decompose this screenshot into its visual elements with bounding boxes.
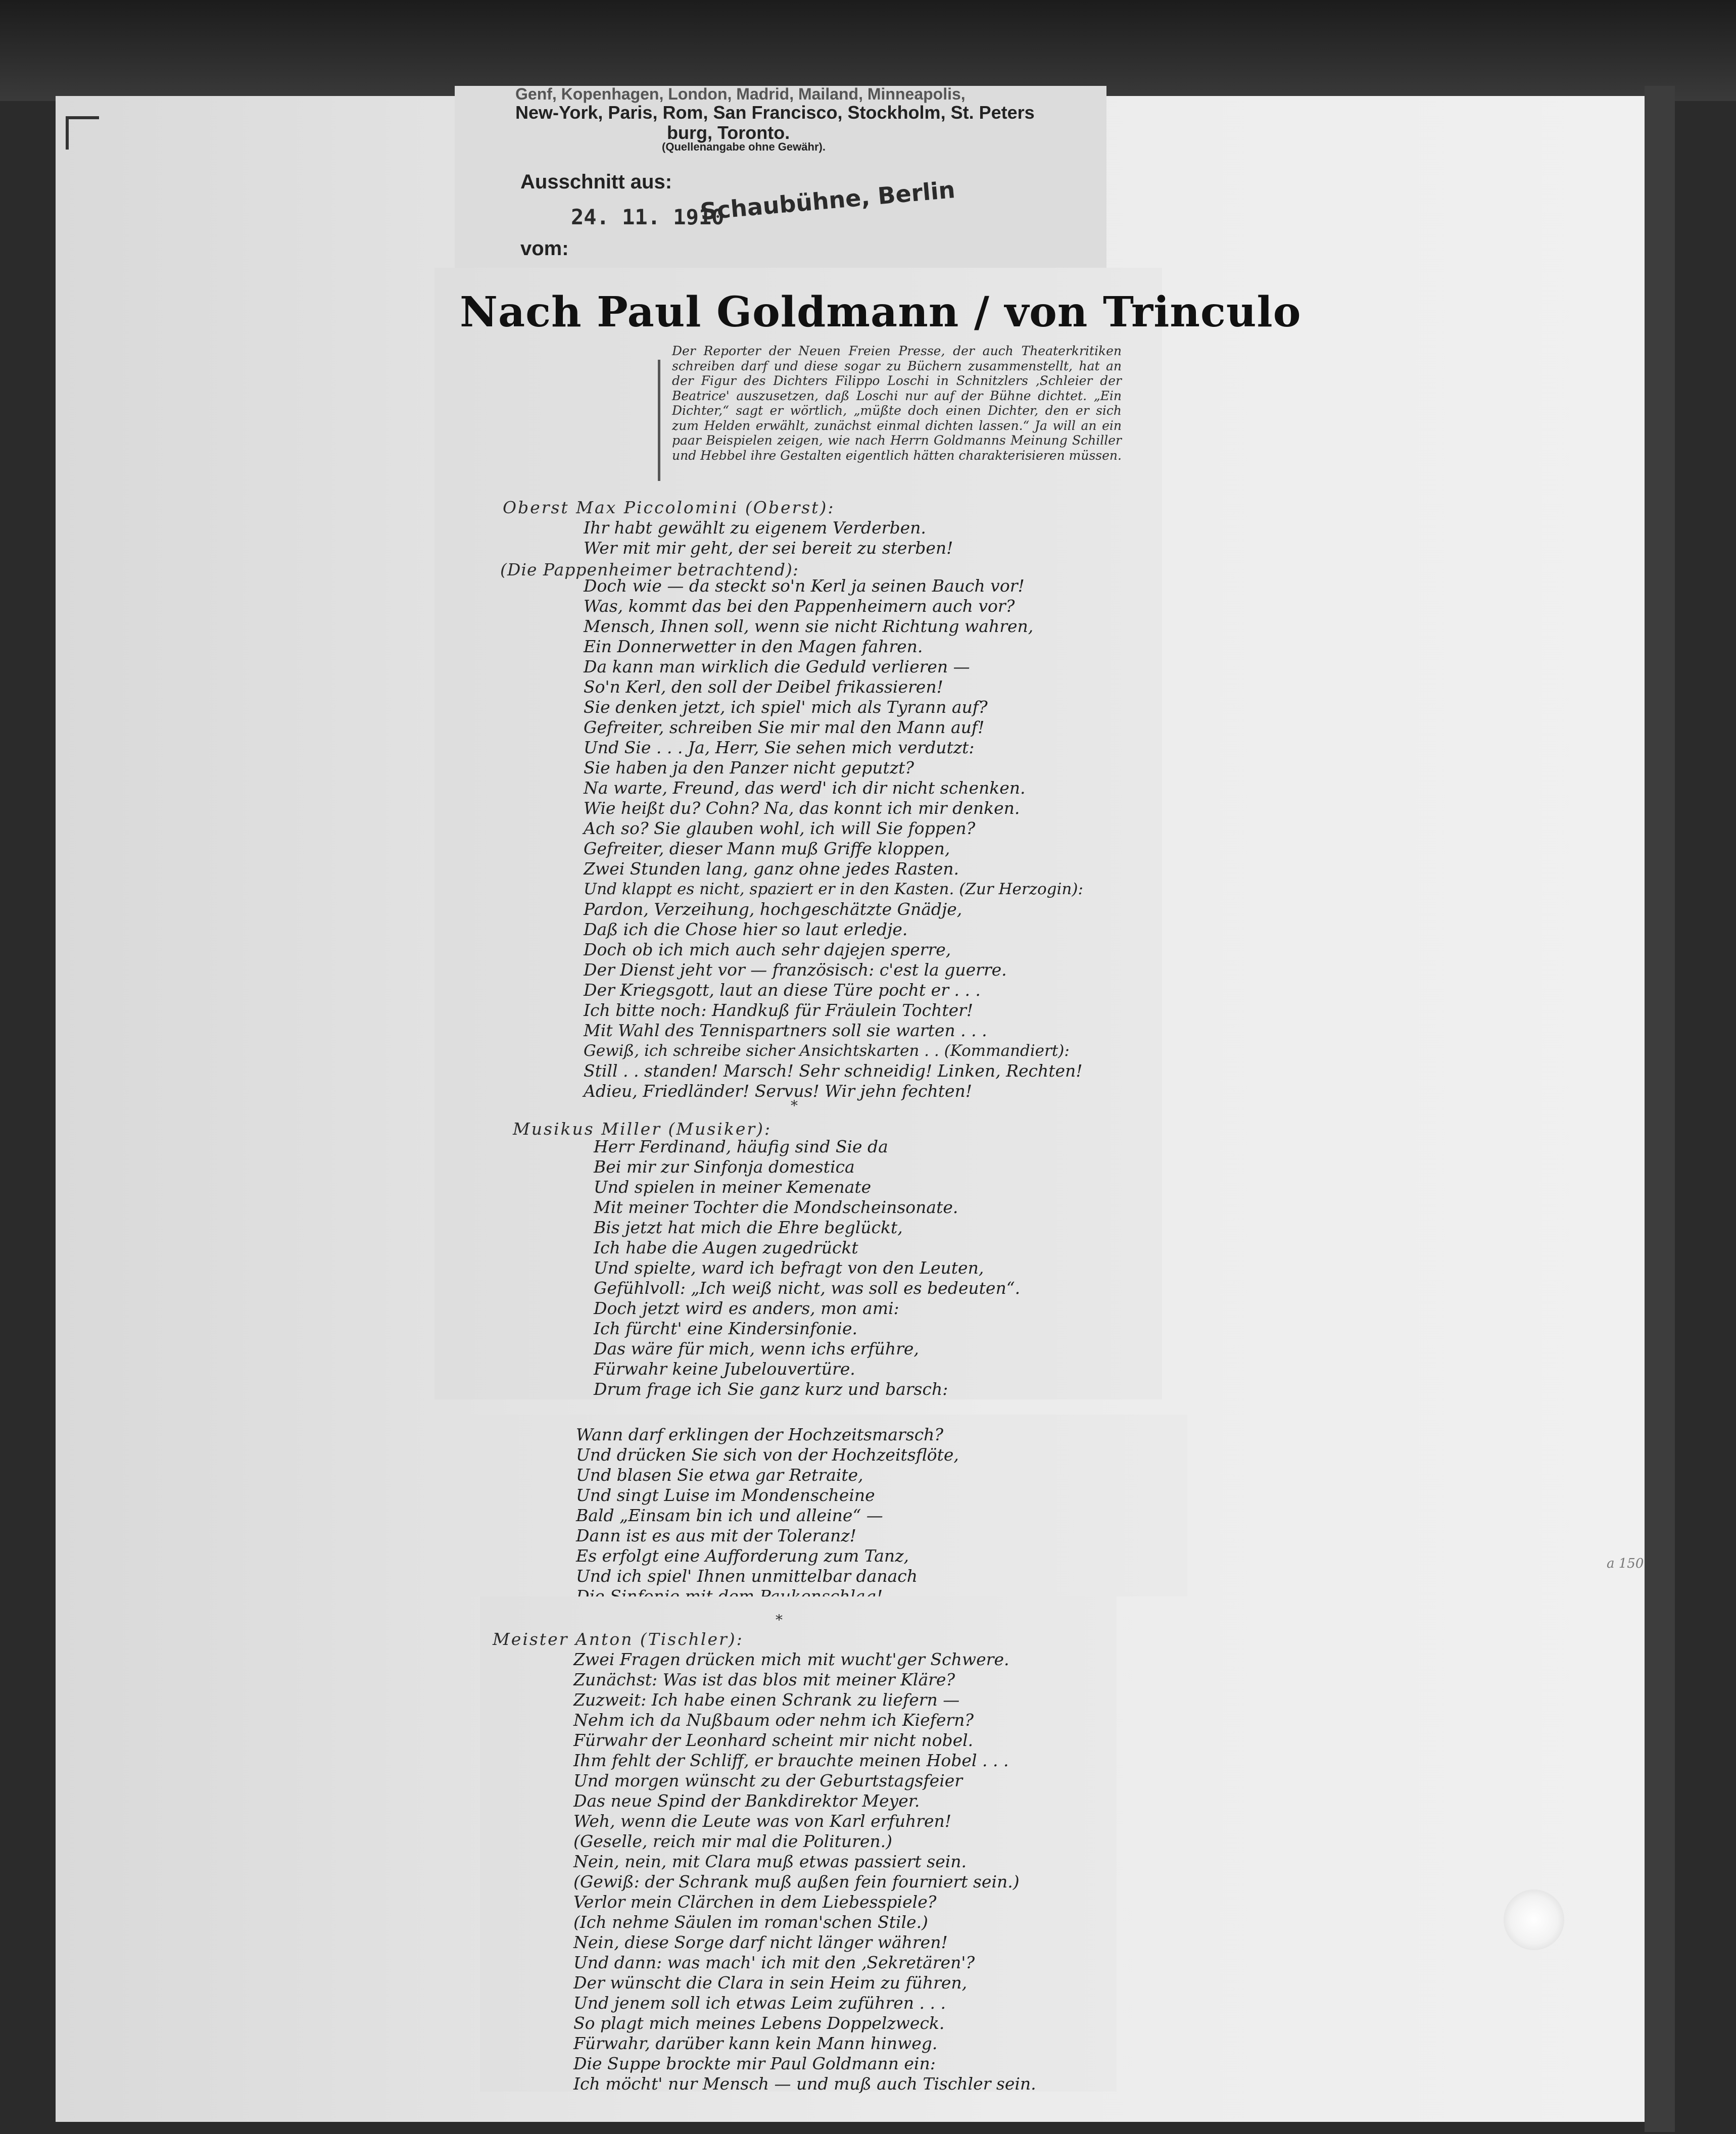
verse-line: Gefreiter, dieser Mann muß Griffe kloppen,: [584, 839, 950, 858]
verse-line: Und klappt es nicht, spaziert er in den Kasten. (Zur Herzogin):: [584, 880, 1083, 898]
verse-line: Zwei Fragen drücken mich mit wucht'ger Schwere.: [573, 1650, 1009, 1669]
verse-line: Doch jetzt wird es anders, mon ami:: [594, 1298, 899, 1318]
archive-seal: [1504, 1889, 1564, 1950]
verse-line: Ich bitte noch: Handkuß für Fräulein Tochter!: [584, 1000, 974, 1020]
verse-line: Und blasen Sie etwa gar Retraite,: [576, 1465, 863, 1485]
speaker-piccolomini: Oberst Max Piccolomini (Oberst):: [503, 498, 835, 517]
verse-line: Fürwahr der Leonhard scheint mir nicht nobel.: [573, 1730, 974, 1750]
speaker-anton: Meister Anton (Tischler):: [493, 1629, 744, 1649]
verse-line: Wer mit mir geht, der sei bereit zu sterben!: [584, 538, 953, 558]
verse-line: Verlor mein Clärchen in dem Liebesspiele?: [573, 1892, 937, 1912]
verse-line: Zwei Stunden lang, ganz ohne jedes Rasten.: [584, 859, 959, 879]
verse-line: Und jenem soll ich etwas Leim zuführen . . .: [573, 1993, 946, 2013]
verse-line: Wie heißt du? Cohn? Na, das konnt ich mir denken.: [584, 798, 1020, 818]
section-separator-star: *: [791, 1097, 798, 1114]
verse-line: Wann darf erklingen der Hochzeitsmarsch?: [576, 1425, 944, 1444]
verse-line: Ich möcht' nur Mensch — und muß auch Tischler sein.: [573, 2074, 1036, 2094]
verse-line: So'n Kerl, den soll der Deibel frikassieren!: [584, 677, 943, 697]
verse-line: Sie denken jetzt, ich spiel' mich als Tyrann auf?: [584, 697, 988, 717]
verse-line: Fürwahr, darüber kann kein Mann hinweg.: [573, 2033, 938, 2053]
verse-line: Zunächst: Was ist das blos mit meiner Kläre?: [573, 1670, 955, 1689]
verse-line: Mensch, Ihnen soll, wenn sie nicht Richtung wahren,: [584, 616, 1034, 636]
page-edge-shadow: [1645, 86, 1675, 2132]
verse-line: Fürwahr keine Jubelouvertüre.: [594, 1359, 855, 1379]
verse-line: Und spielte, ward ich befragt von den Leuten,: [594, 1258, 984, 1278]
slip-from-label: vom:: [520, 237, 569, 260]
verse-line: Drum frage ich Sie ganz kurz und barsch:: [594, 1379, 948, 1399]
intro-margin-line: [658, 360, 660, 481]
verse-line: Still . . standen! Marsch! Sehr schneidig! Linken, Rechten!: [584, 1061, 1083, 1081]
verse-line: Sie haben ja den Panzer nicht geputzt?: [584, 758, 914, 778]
verse-line: Und drücken Sie sich von der Hochzeitsflöte,: [576, 1445, 959, 1465]
verse-line: Der Kriegsgott, laut an diese Türe pocht er . . .: [584, 980, 981, 1000]
slip-cut-from-label: Ausschnitt aus:: [520, 171, 672, 193]
verse-line: Gewiß, ich schreibe sicher Ansichtskarten . . (Kommandiert):: [584, 1042, 1070, 1060]
verse-line: Ach so? Sie glauben wohl, ich will Sie foppen?: [584, 818, 976, 838]
verse-line: Und spielen in meiner Kemenate: [594, 1177, 872, 1197]
verse-line: (Ich nehme Säulen im roman'schen Stile.): [573, 1912, 928, 1932]
slip-cities-line2: New-York, Paris, Rom, San Francisco, Stockholm, St. Peters: [515, 102, 1035, 123]
verse-line: Der Dienst jeht vor — französisch: c'est la guerre.: [584, 960, 1007, 980]
verse-line: Und singt Luise im Mondenscheine: [576, 1485, 875, 1505]
verse-line: So plagt mich meines Lebens Doppelzweck.: [573, 2013, 945, 2033]
verse-line: Mit meiner Tochter die Mondscheinsonate.: [594, 1197, 958, 1217]
verse-line: Bald „Einsam bin ich und alleine“ —: [576, 1506, 883, 1525]
slip-disclaimer: (Quellenangabe ohne Gewähr).: [662, 140, 826, 153]
verse-line: Zuzweit: Ich habe einen Schrank zu liefern —: [573, 1690, 960, 1710]
verse-line: Und ich spiel' Ihnen unmittelbar danach: [576, 1566, 918, 1586]
verse-line: Daß ich die Chose hier so laut erledje.: [584, 919, 908, 939]
clipping-date: 24. 11. 1910: [571, 205, 725, 229]
speaker-miller: Musikus Miller (Musiker):: [513, 1119, 772, 1139]
corner-mark: [66, 116, 99, 150]
verse-line: Das wäre für mich, wenn ichs erführe,: [594, 1339, 919, 1359]
verse-line: (Geselle, reich mir mal die Polituren.): [573, 1831, 893, 1851]
verse-line: Adieu, Friedländer! Servus! Wir jehn fechten!: [584, 1081, 973, 1101]
verse-line: Ihm fehlt der Schliff, er brauchte meinen Hobel . . .: [573, 1751, 1009, 1770]
slip-cities-line1: Genf, Kopenhagen, London, Madrid, Mailand, Minneapolis,: [515, 85, 966, 103]
verse-line: (Gewiß: der Schrank muß außen fein fourniert sein.): [573, 1872, 1020, 1892]
verse-line: Nein, nein, mit Clara muß etwas passiert sein.: [573, 1852, 967, 1871]
clipping-bureau-slip: [455, 86, 1106, 268]
verse-line: Gefreiter, schreiben Sie mir mal den Mann auf!: [584, 717, 985, 737]
verse-line: Ich habe die Augen zugedrückt: [594, 1238, 858, 1257]
verse-line: Herr Ferdinand, häufig sind Sie da: [594, 1137, 888, 1156]
verse-line: Nein, diese Sorge darf nicht länger währen!: [573, 1932, 948, 1952]
verse-line: Gefühlvoll: „Ich weiß nicht, was soll es bedeuten“.: [594, 1278, 1021, 1298]
verse-line: Bis jetzt hat mich die Ehre beglückt,: [594, 1218, 903, 1237]
margin-pencil-note: a 150: [1607, 1556, 1644, 1571]
verse-line: Was, kommt das bei den Pappenheimern auch vor?: [584, 596, 1015, 616]
verse-line: Und morgen wünscht zu der Geburtstagsfeier: [573, 1771, 963, 1790]
verse-line: Weh, wenn die Leute was von Karl erfuhren!: [573, 1811, 952, 1831]
verse-line: Mit Wahl des Tennispartners soll sie warten . . .: [584, 1021, 987, 1040]
verse-line: Doch ob ich mich auch sehr dajejen sperre,: [584, 940, 951, 959]
verse-line: Ein Donnerwetter in den Magen fahren.: [584, 637, 923, 656]
article-intro: Der Reporter der Neuen Freien Presse, der auch Theaterkritiken schreiben darf und diese sogar zu Büchern zusammenstellt, hat an der Figur des Dichters Filippo Loschi in Schnitzlers ‚Schleier der Beatrice' auszusetzen, daß Loschi nur auf der Bühne dichtet. „Ein Dichter,“ sagt er wörtlich, „müßte doch einen Dichter, den er sich zum Helden erwählt, zunächst einmal dichten lassen.“ Ja will an ein paar Beispielen zeigen, wie nach Herrn Goldmanns Meinung Schiller und Hebbel ihre Gestalten eigentlich hätten charakterisieren müssen.: [672, 344, 1122, 463]
verse-line: Pardon, Verzeihung, hochgeschätzte Gnädje,: [584, 899, 962, 919]
clipping-source: Schaubühne, Berlin: [699, 176, 956, 225]
verse-line: Na warte, Freund, das werd' ich dir nicht schenken.: [584, 778, 1026, 798]
verse-line: Es erfolgt eine Aufforderung zum Tanz,: [576, 1546, 909, 1566]
section-separator-star: *: [776, 1612, 783, 1628]
slip-cities-line3: burg, Toronto.: [667, 122, 790, 143]
verse-line: Und Sie . . . Ja, Herr, Sie sehen mich verdutzt:: [584, 738, 975, 757]
verse-line: Die Suppe brockte mir Paul Goldmann ein:: [573, 2054, 936, 2073]
verse-line: Der wünscht die Clara in sein Heim zu führen,: [573, 1973, 968, 1993]
article-headline: Nach Paul Goldmann / von Trinculo: [460, 288, 1301, 336]
verse-line: Dann ist es aus mit der Toleranz!: [576, 1526, 856, 1545]
stage-direction-pappenheimer: (Die Pappenheimer betrachtend):: [500, 560, 799, 579]
verse-line: Doch wie — da steckt so'n Kerl ja seinen Bauch vor!: [584, 576, 1025, 596]
verse-line: Da kann man wirklich die Geduld verlieren —: [584, 657, 970, 676]
verse-line: Das neue Spind der Bankdirektor Meyer.: [573, 1791, 920, 1811]
verse-line: Und dann: was mach' ich mit den ‚Sekretären'?: [573, 1953, 975, 1972]
verse-line: Nehm ich da Nußbaum oder nehm ich Kiefern?: [573, 1710, 974, 1730]
verse-line: Bei mir zur Sinfonja domestica: [594, 1157, 855, 1177]
verse-line: Ihr habt gewählt zu eigenem Verderben.: [584, 518, 926, 538]
verse-line: Ich fürcht' eine Kindersinfonie.: [594, 1319, 857, 1338]
